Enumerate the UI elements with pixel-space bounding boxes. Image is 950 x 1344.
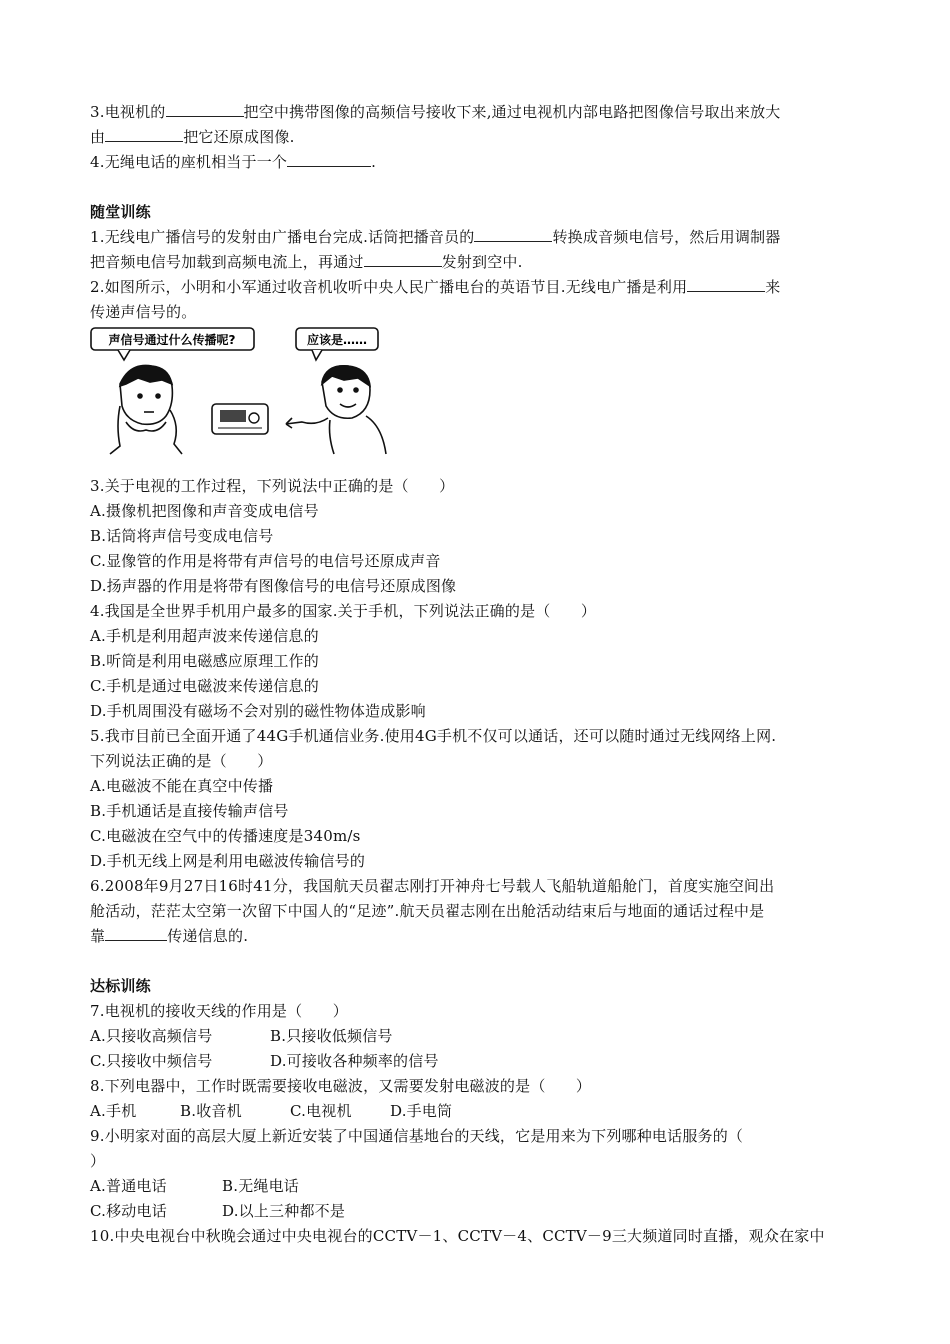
practice-q1-line1: 1.无线电广播信号的发射由广播电台完成.话筒把播音员的 转换成音频电信号，然后用调制器	[90, 228, 781, 246]
answer-blank[interactable]	[687, 277, 765, 292]
left-bubble-text: 声信号通过什么传播呢?	[108, 333, 236, 347]
standard-q8-options	[90, 1101, 865, 1121]
standard-q9-options-row1	[90, 1176, 865, 1196]
standard-q7-option-d[interactable]: D.可接收各种频率的信号	[270, 1052, 439, 1070]
right-bubble-text: 应该是……	[306, 333, 368, 347]
standard-q7-options-row2	[90, 1051, 865, 1071]
practice-q5-option-b[interactable]: B.手机通话是直接传输声信号	[90, 802, 289, 820]
radio-icon	[212, 404, 268, 434]
standard-q7-options-row1	[90, 1026, 865, 1046]
standard-q8-stem: 8.下列电器中，工作时既需要接收电磁波，又需要发射电磁波的是（ ）	[90, 1077, 592, 1095]
standard-q7-option-b[interactable]: B.只接收低频信号	[270, 1027, 393, 1045]
practice-q1-line2: 把音频电信号加载到高频电流上，再通过 发射到空中.	[90, 253, 523, 271]
pointing-boy-figure	[286, 366, 386, 454]
practice-q4-option-c[interactable]: C.手机是通过电磁波来传递信息的	[90, 677, 319, 695]
right-speech-bubble	[296, 328, 378, 360]
section-heading-standard: 达标训练	[90, 977, 151, 995]
standard-q9-stem-line2: ）	[90, 1152, 106, 1170]
standard-q9-stem-line1: 9.小明家对面的高层大厦上新近安装了中国通信基地台的天线，它是用来为下列哪种电话服务的（	[90, 1127, 744, 1145]
answer-blank[interactable]	[105, 127, 183, 142]
intro-q3-line2: 由 把它还原成图像.	[90, 128, 295, 146]
practice-q4-option-d[interactable]: D.手机周围没有磁场不会对别的磁性物体造成影响	[90, 702, 426, 720]
practice-q3-option-d[interactable]: D.扬声器的作用是将带有图像信号的电信号还原成图像	[90, 577, 457, 595]
practice-q2-line2: 传递声信号的。	[90, 303, 197, 321]
standard-q9-option-c[interactable]: C.移动电话	[90, 1202, 167, 1220]
standard-q8-option-a[interactable]: A.手机	[90, 1102, 137, 1120]
left-speech-bubble	[91, 328, 254, 360]
standard-q8-option-b[interactable]: B.收音机	[180, 1102, 242, 1120]
section-heading-practice: 随堂训练	[90, 203, 151, 221]
standard-q8-option-d[interactable]: D.手电筒	[390, 1102, 453, 1120]
answer-blank[interactable]	[474, 227, 552, 242]
thinking-boy-figure	[110, 365, 182, 454]
standard-q7-stem: 7.电视机的接收天线的作用是（ ）	[90, 1002, 348, 1020]
practice-q5-option-c[interactable]: C.电磁波在空气中的传播速度是340m/s	[90, 827, 361, 845]
practice-q3-stem: 3.关于电视的工作过程，下列说法中正确的是（ ）	[90, 477, 455, 495]
practice-q3-option-a[interactable]: A.摄像机把图像和声音变成电信号	[90, 502, 319, 520]
radio-listening-illustration	[90, 326, 410, 456]
answer-blank[interactable]	[287, 152, 371, 167]
practice-q5-option-a[interactable]: A.电磁波不能在真空中传播	[90, 777, 274, 795]
practice-q2-line1: 2.如图所示，小明和小军通过收音机收听中央人民广播电台的英语节目.无线电广播是利用 来	[90, 278, 781, 296]
practice-q6-line3: 靠 传递信息的.	[90, 927, 249, 945]
answer-blank[interactable]	[105, 926, 167, 941]
practice-q3-option-c[interactable]: C.显像管的作用是将带有声信号的电信号还原成声音	[90, 552, 441, 570]
intro-q4: 4.无绳电话的座机相当于一个 .	[90, 153, 377, 171]
practice-q4-option-b[interactable]: B.听筒是利用电磁感应原理工作的	[90, 652, 319, 670]
practice-q6-line1: 6.2008年9月27日16时41分，我国航天员翟志刚打开神舟七号载人飞船轨道船舱门，首度实施空间出	[90, 877, 775, 895]
standard-q9-options-row2	[90, 1201, 865, 1221]
standard-q9-option-b[interactable]: B.无绳电话	[222, 1177, 299, 1195]
practice-q5-stem-line2: 下列说法正确的是（ ）	[90, 752, 273, 770]
standard-q9-option-a[interactable]: A.普通电话	[90, 1177, 167, 1195]
standard-q9-option-d[interactable]: D.以上三种都不是	[222, 1202, 346, 1220]
practice-q5-option-d[interactable]: D.手机无线上网是利用电磁波传输信号的	[90, 852, 366, 870]
practice-q3-option-b[interactable]: B.话筒将声信号变成电信号	[90, 527, 274, 545]
practice-q4-stem: 4.我国是全世界手机用户最多的国家.关于手机，下列说法正确的是（ ）	[90, 602, 597, 620]
practice-q4-option-a[interactable]: A.手机是利用超声波来传递信息的	[90, 627, 319, 645]
intro-q3-line1: 3.电视机的 把空中携带图像的高频信号接收下来,通过电视机内部电路把图像信号取出来放大	[90, 103, 781, 121]
practice-q5-stem-line1: 5.我市目前已全面开通了44G手机通信业务.使用4G手机不仅可以通话，还可以随时通过无线网络上网.	[90, 727, 777, 745]
standard-q8-option-c[interactable]: C.电视机	[290, 1102, 352, 1120]
answer-blank[interactable]	[166, 102, 244, 117]
answer-blank[interactable]	[364, 252, 442, 267]
standard-q10-stem: 10.中央电视台中秋晚会通过中央电视台的CCTV－1、CCTV－4、CCTV－9三大频道同时直播，观众在家中	[90, 1227, 825, 1245]
standard-q7-option-a[interactable]: A.只接收高频信号	[90, 1027, 213, 1045]
practice-q6-line2: 舱活动，茫茫太空第一次留下中国人的“足迹”.航天员翟志刚在出舱活动结束后与地面的通话过程中是	[90, 902, 765, 920]
standard-q7-option-c[interactable]: C.只接收中频信号	[90, 1052, 213, 1070]
